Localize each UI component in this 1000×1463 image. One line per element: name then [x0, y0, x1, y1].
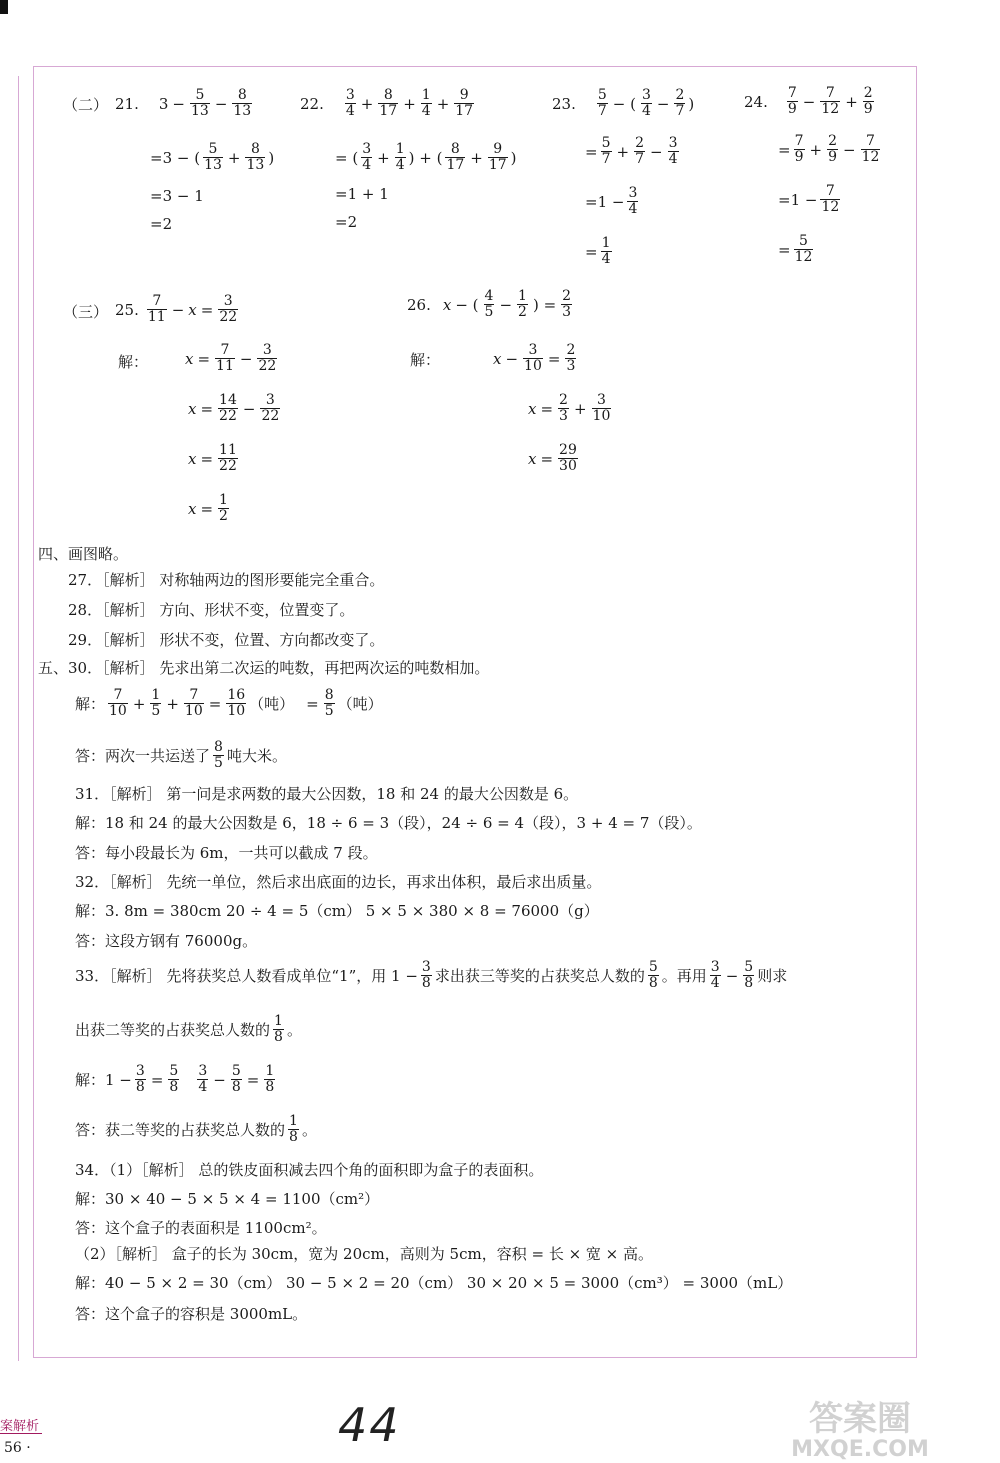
q23-line1: 23. 5 7 − ( 3 4 − $\frac{2}{7}$ ) [552, 87, 695, 119]
q21-line1: 21. 3 − $\frac{5}{13}$ − $\frac{8}{13}$ [115, 87, 252, 119]
q30-line: 五、30．［解析］ 先求出第二次运的吨数，再把两次运的吨数相加。 [38, 659, 490, 677]
q30-solution: 解： 7 10 + $\frac{1}{5}$ + $\frac{7}{10}$ = $\frac{16}{10}$ （吨） = $\frac{8}{5}$ （吨） [75, 687, 383, 719]
q23-line3: =1 − $\frac{3}{4}$ [585, 185, 638, 217]
q29-line: 29．［解析］ 形状不变，位置、方向都改变了。 [68, 631, 385, 649]
q31-solution: 解：18 和 24 的最大公因数是 6，18 ÷ 6 = 3（段），24 ÷ 6 = 4（段），3 + 4 = 7（段）。 [75, 814, 702, 832]
q33-answer: 答：获二等奖的占获奖总人数的 1 8 。 [75, 1113, 317, 1145]
q21-line4: =2 [150, 215, 173, 233]
q32-solution: 解：3. 8m = 380cm 20 ÷ 4 = 5（cm） 5 × 5 × 380 × 8 = 76000（g） [75, 902, 599, 920]
q34-part1-line: 34．（1）［解析］ 总的铁皮面积减去四个角的面积即为盒子的表面积。 [75, 1161, 544, 1179]
q25-step4: x = $\frac{1}{2}$ [188, 492, 228, 524]
q26-step3: x = $\frac{29}{30}$ [528, 442, 577, 474]
q23-line2: = $\frac{5}{7}$ + $\frac{2}{7}$ − $\frac{3}{4}$ [585, 135, 678, 167]
q34-part2-line: （2）［解析］ 盒子的长为 30cm，宽为 20cm，高则为 5cm，容积 = 长 × 宽 × 高。 [75, 1245, 654, 1263]
handwritten-page-number: 44 [338, 1398, 401, 1452]
q23-line4: = $\frac{1}{4}$ [585, 235, 611, 267]
q33-solution: 解：1 − $\frac{3}{8}$ = $\frac{5}{8}$ 3 4 − $\frac{5}{8}$ = $\frac{1}{8}$ [75, 1063, 275, 1095]
q26-step2: x = $\frac{2}{3}$ + $\frac{3}{10}$ [528, 392, 611, 424]
watermark-logo [744, 1394, 979, 1460]
q27-line: 27．［解析］ 对称轴两边的图形要能完全重合。 [68, 571, 385, 589]
q28-line: 28．［解析］ 方向、形状不变，位置变了。 [68, 601, 355, 619]
watermark-url: MXQE.COM [791, 1437, 929, 1460]
section-2-label: （二） [63, 96, 109, 114]
section-4-line: 四、画图略。 [38, 545, 129, 563]
q22-line1: 22. 3 4 + $\frac{8}{17}$ + $\frac{1}{4}$ + $\frac{9}{17}$ [300, 87, 474, 119]
q34-part2-answer: 答：这个盒子的容积是 3000mL。 [75, 1305, 308, 1323]
q22-line3: =1 + 1 [335, 185, 389, 203]
footer-section-tag: 案解析 [0, 1419, 40, 1434]
q26-jie: 解： [410, 351, 441, 369]
q25-step1: x = $\frac{7}{11}$ − $\frac{3}{22}$ [185, 342, 277, 374]
q34-part1-answer: 答：这个盒子的表面积是 1100cm²。 [75, 1219, 327, 1237]
q26-equation: 26. x − ( 4 5 − $\frac{1}{2}$ ) = $\frac{2}{3}$ [407, 288, 572, 320]
watermark-text: 答案圈 [809, 1399, 911, 1439]
q32-line: 32．［解析］ 先统一单位，然后求出底面的边长，再求出体积，最后求出质量。 [75, 873, 602, 891]
q21-line2: =3 − ( 5 13 + $\frac{8}{13}$ ) [150, 141, 275, 173]
q25-step3: x = $\frac{11}{22}$ [188, 442, 237, 474]
q32-answer: 答：这段方钢有 76000g。 [75, 932, 258, 950]
q22-line4: =2 [335, 213, 358, 231]
q34-part2-solution: 解：40 − 5 × 2 = 30（cm） 30 − 5 × 2 = 20（cm） 30 × 20 × 5 = 3000（cm³） = 3000（mL） [75, 1274, 793, 1292]
page-number: 56 · [4, 1440, 31, 1456]
q25-jie: 解： [118, 353, 149, 371]
left-rule [18, 76, 19, 1361]
q22-line2: = ( 3 4 + $\frac{1}{4}$ ) + ( 8 17 + $\frac{9}{17}$ ) [335, 141, 517, 173]
q21-line3: =3 − 1 [150, 187, 204, 205]
q24-line1: 24. 7 9 − $\frac{7}{12}$ + $\frac{2}{9}$ [744, 85, 873, 117]
section-3-label: （三） [63, 303, 109, 321]
q34-part1-solution: 解：30 × 40 − 5 × 5 × 4 = 1100（cm²） [75, 1190, 380, 1208]
q25-equation: 25. 7 11 − x = $\frac{3}{22}$ [115, 293, 238, 325]
q21-number: 21. [115, 94, 139, 113]
q30-answer: 答：两次一共运送了 8 5 吨大米。 [75, 739, 287, 771]
q26-step1: x − $\frac{3}{10}$ = $\frac{2}{3}$ [493, 342, 576, 374]
q33-line2: 出获二等奖的占获奖总人数的 1 8 。 [75, 1013, 302, 1045]
q24-line3: =1 − $\frac{7}{12}$ [778, 183, 840, 215]
footer-rule [0, 1433, 42, 1434]
q33-line1: 33．［解析］ 先将获奖总人数看成单位“1”，用 1 − $\frac{3}{8}$ 求出获三等奖的占获奖总人数的 5 8 。再用 3 4 − $\frac{5}{8}$ 则求 [75, 959, 788, 991]
q31-answer: 答：每小段最长为 6m，一共可以截成 7 段。 [75, 844, 378, 862]
q24-line2: = $\frac{7}{9}$ + $\frac{2}{9}$ − $\frac{7}{12}$ [778, 133, 880, 165]
corner-mark [0, 0, 8, 14]
q31-line: 31．［解析］ 第一问是求两数的最大公因数，18 和 24 的最大公因数是 6。 [75, 785, 579, 803]
q24-line4: = $\frac{5}{12}$ [778, 233, 813, 265]
q25-step2: x = $\frac{14}{22}$ − $\frac{3}{22}$ [188, 392, 280, 424]
